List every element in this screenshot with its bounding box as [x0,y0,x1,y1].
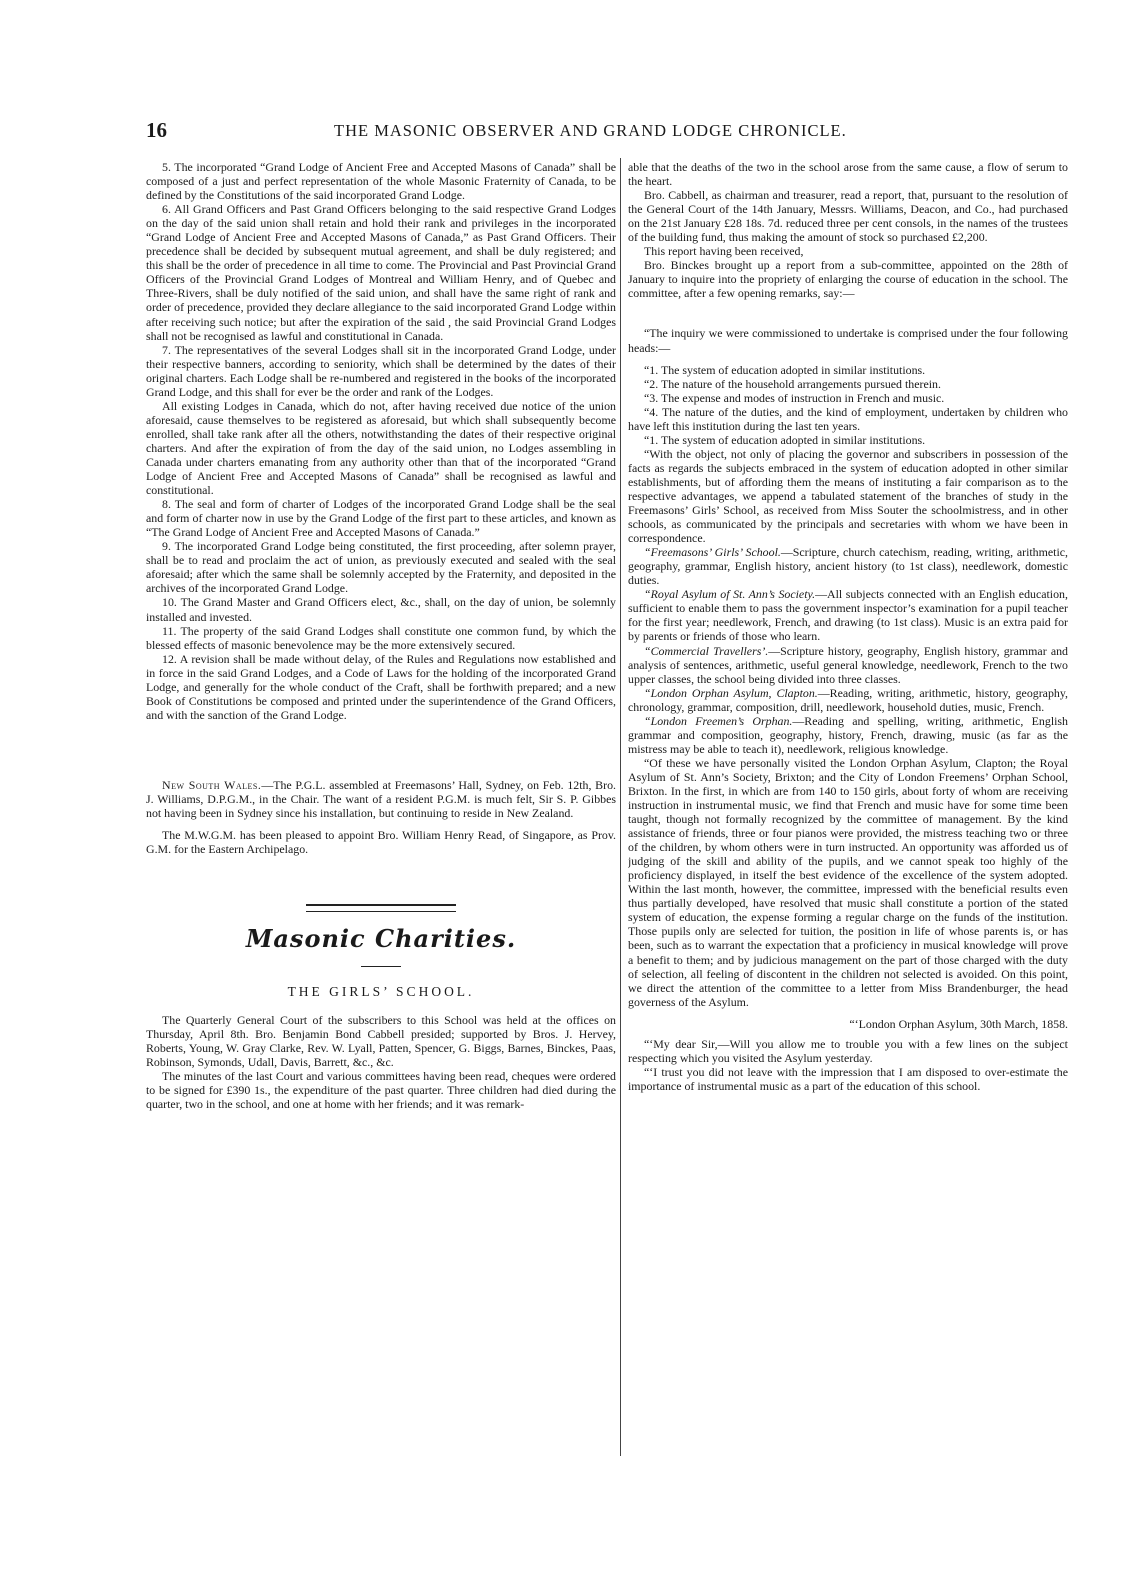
quote-intro: “The inquiry we were commissioned to undertake is comprised under the four following heads:— [628,326,1068,355]
running-title: THE MASONIC OBSERVER AND GRAND LODGE CHRONICLE. [334,121,847,140]
article-clause-7-cont: All existing Lodges in Canada, which do not, after having received due notice of the union aforesaid, cause themselves to be registered as aforesaid, but which shall subsequently become enrolled, shall take rank after all the others, notwithstanding the dates of their respective original charters. And after the expiration of from the day of the said union, no Lodges assembling in Canada under charters emanating from any authority other than that of the incorporated “Grand Lodge of Ancient Free and Accepted Masons of Canada” shall be recognised as lawful and constitutional. [146,398,616,498]
school-name: “London Orphan Asylum, Clapton. [644,685,818,700]
quote-head-3: “3. The expense and modes of instruction in French and music. [644,390,945,405]
short-rule [361,966,401,967]
school-name: “Royal Asylum of St. Ann’s Society. [644,587,816,602]
letter-dateline: “‘London Orphan Asylum, 30th March, 1858. [849,1016,1068,1031]
sub-heading: THE GIRLS’ SCHOOL. [287,984,475,1000]
school-subjects: —Reading, writing, arithmetic, history, geography, chronology, grammar, composition, drill, needlework, household duties, music, French. [628,685,1068,714]
school-name: “Freemasons’ Girls’ School. [644,545,781,560]
article-clause-6: 6. All Grand Officers and Past Grand Officers belonging to the said respective Grand Lodges on the day of the said union shall retain and hold their rank and privileges in the incorporated “Grand Lodge of Ancient Free and Accepted Masons of Canada,” as Past Grand Officers. Their precedence shall be decided by subsequent mutual agreement, and shall be duly registered; and this shall be the order of precedence in all time to come. The Provincial and Past Provincial Grand Officers of the Provincial Grand Lodges of Montreal and William Henry, and of Quebec and Three-Rivers, shall be duly notified of the said union, and shall have the same right of rank and order of precedence, provided they declare allegiance to the said incorporated Grand Lodge within after receiving such notice; but after the expiration of the said , the said Provincial Grand Lodges shall not be recognised as lawful and constitutional in Canada. [146,202,616,343]
nsw-paragraph [146,778,616,820]
page-number: 16 [146,118,167,142]
right-para-4: Bro. Binckes brought up a report from a sub-committee, appointed on the 28th of January to inquire into the propriety of enlarging the course of education in the school. The committee, after a few opening remarks, say:— [628,258,1068,301]
nsw-lead: New South Wales. [162,777,262,792]
article-clause-7: 7. The representatives of the several Lodges shall sit in the incorporated Grand Lodge, under their respective banners, according to seniority, which shall be determined by the dates of their original charters. Each Lodge shall be re-numbered and registered in the books of the incorporated Grand Lodge, and this shall for ever be the order and rank of the Lodges. [146,342,616,399]
school-subjects: —Scripture history, geography, English history, grammar and analysis of sentences, arithmetic, useful general knowledge, needlework, French to the two upper classes, the school being divided into three classes. [628,643,1068,686]
school-entry-st-anns [628,587,1068,643]
school-subjects: —All subjects connected with an English education, sufficient to enable them to pass the government inspector’s examination for a pupil teacher for the first year; needlework, French, and drawing (to 1st class). Music is an extra paid for by parents or friends of those who learn. [628,587,1068,644]
left-column [146,160,616,1500]
quote-head-1-repeat: “1. The system of education adopted in similar institutions. [644,432,926,447]
school-entry-freemasons [628,545,1068,587]
decorative-rule [306,904,456,912]
article-clause-5: 5. The incorporated “Grand Lodge of Ancient Free and Accepted Masons of Canada” shall be composed of a just and perfect representation of the whole Masonic Fraternity of Canada, to be defined by the Constitutions of the said incorporated Grand Lodge. [146,160,616,203]
letter-para-1: “‘My dear Sir,—Will you allow me to trouble you with a few lines on the subject respecting which you visited the Asylum yesterday. [628,1036,1068,1065]
right-column [628,160,1068,1500]
article-clause-10: 10. The Grand Master and Grand Officers elect, &c., shall, on the day of union, be solemnly installed and invested. [146,595,616,624]
school-entry-freemens-orphan [628,714,1068,756]
quote-body: “With the object, not only of placing the governor and subscribers in possession of the facts as regards the subjects embraced in the system of education adopted in other similar establishments, but of affording them the means of instituting a fair comparison as to the respective advantages, we append a tabulated statement of the branches of study in the Freemasons’ Girls’ School, as received from Miss Souter the schoolmistress, and in other schools, as communicated by the principals and secretaries with whom we have been in correspondence. [628,446,1068,546]
section-heading [146,904,616,967]
article-clause-12: 12. A revision shall be made without delay, of the Rules and Regulations now established and in force in the said Grand Lodges, and a Code of Laws for the holding of the incorporated Grand Lodge, and generally for the whole conduct of the Craft, shall be forthwith prepared; and a new Book of Constitutions be composed and printed under the superintendence of the Grand Officers, and with the sanction of the Grand Lodge. [146,651,616,722]
nsw-body: —The P.G.L. assembled at Freemasons’ Hall, Sydney, on Feb. 12th, Bro. J. Williams, D.P.G.M., in the Chair. The want of a resident P.G.M. is much felt, Sir S. P. Gibbes not having been in Sydney since his installation, but continuing to reside in New Zealand. [146,777,616,820]
school-entry-london-orphan [628,686,1068,714]
article-clause-9: 9. The incorporated Grand Lodge being constituted, the first proceeding, after solemn prayer, shall be to read and proclaim the act of union, as previously executed and sealed with the seal aforesaid; after which the same shall be solemnly accepted by the Fraternity, and deposited in the archives of the incorporated Grand Lodge. [146,539,616,596]
quote-head-1: “1. The system of education adopted in similar institutions. [644,362,926,377]
school-entry-commercial-travellers [628,644,1068,686]
quote-head-4: “4. The nature of the duties, and the kind of employment, undertaken by children who have left this institution during the last ten years. [628,404,1068,433]
column-divider [620,158,621,1456]
right-para-1: able that the deaths of the two in the school arose from the same cause, a flow of serum to the heart. [628,160,1068,189]
school-subjects: —Reading and spelling, writing, arithmetic, English grammar and composition, geography, history, French, drawing, music (as far as the mistress may be able to teach it), needlework, religious knowledge. [628,713,1068,756]
girls-school-para-2: The minutes of the last Court and various committees having been read, cheques were ordered to be signed for £390 1s., the expenditure of the past quarter. Three children had died during the quarter, two in the school, and one at home with her friends; and it was remark- [146,1069,616,1112]
page-header [146,118,1064,148]
mwgm-paragraph: The M.W.G.M. has been pleased to appoint Bro. William Henry Read, of Singapore, as Prov. G.M. for the Eastern Archipelago. [146,828,616,857]
section-title: Masonic Charities. [245,924,517,954]
article-clause-8: 8. The seal and form of charter of Lodges of the incorporated Grand Lodge shall be the seal and form of charter now in use by the Grand Lodge of the first part to these articles, and known as “The Grand Lodge of Ancient Free and Accepted Masons of Canada.” [146,497,616,540]
quote-head-2: “2. The nature of the household arrangements pursued therein. [644,376,941,391]
school-subjects: —Scripture, church catechism, reading, writing, arithmetic, geography, grammar, English history, ancient history (to 1st class), needlework, domestic duties. [628,545,1068,588]
school-name: “London Freemen’s Orphan. [644,713,793,728]
letter-para-2: “‘I trust you did not leave with the impression that I am disposed to over-estimate the importance of instrumental music as a part of the education of this school. [628,1064,1068,1093]
article-clause-11: 11. The property of the said Grand Lodges shall constitute one common fund, by which the blessed effects of masonic benevolence may be the more extensively secured. [146,623,616,652]
visit-report: “Of these we have personally visited the London Orphan Asylum, Clapton; the Royal Asylum of St. Ann’s Society, Brixton; and the City of London Freemens’ Orphan School, Brixton. In the first, in which are from 140 to 150 girls, about forty of whom are receiving instruction in instrumental music, we find that French and music have for some time been taught, though not formally recognized by the committee of management. By the kind assistance of friends, three or four pianos were provided, the mistress teaching two or three of the children, by whom others were in turn instructed. An opportunity was afforded us of judging of the skill and ability of the pupils, and we cannot speak too highly of the proficiency displayed, in itself the best evidence of the excellence of the system adopted. Within the last month, however, the committee, impressed with the beneficial results even thus partially developed, have resolved that music shall constitute a portion of the stated system of education, the expense forming a regular charge on the funds of the institution. Those pupils only are selected for tuition, the position in life of whose parents is, or has been, such as to warrant the expectation that a proficiency in musical knowledge will prove a benefit to them; and by judicious management on the part of those charged with the duty of selection, all feeling of discontent in the children not selected is avoided. On this point, we direct the attention of the committee to a letter from Miss Brandenburger, the head governess of the Asylum. [628,755,1068,1009]
right-para-2: Bro. Cabbell, as chairman and treasurer, read a report, that, pursuant to the resolution of the General Court of the 14th January, Messrs. Williams, Deacon, and Co., had purchased on the 21st January £28 18s. 7d. reduced three per cent consols, in the names of the trustees of the building fund, thus making the amount of stock so purchased £2,200. [628,188,1068,245]
right-para-3: This report having been received, [644,244,804,259]
girls-school-para-1: The Quarterly General Court of the subscribers to this School was held at the offices on Thursday, April 8th. Bro. Benjamin Bond Cabbell presided; supported by Bros. J. Hervey, Roberts, Young, W. Gray Clarke, Rev. W. Lyall, Patten, Spencer, G. Biggs, Barnes, Binckes, Paas, Robinson, Symonds, Udall, Davis, Barrett, &c., &c. [146,1013,616,1070]
school-name: “Commercial Travellers’. [644,643,769,658]
